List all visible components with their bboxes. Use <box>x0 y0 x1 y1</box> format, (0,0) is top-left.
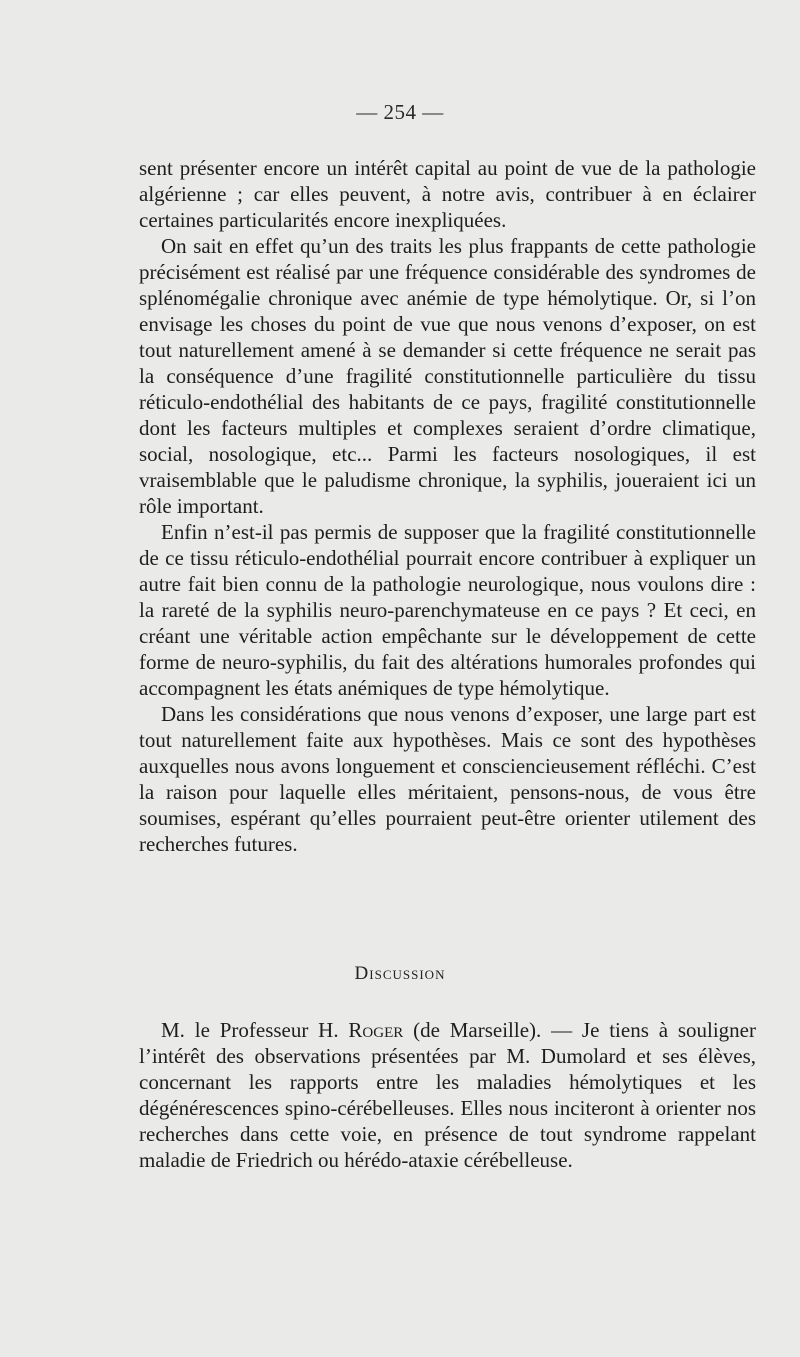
paragraph-3: Enfin n’est-il pas permis de supposer que la fragilité constitutionnelle de ce tissu réticulo-endothélial pourrait encore contribuer à expliquer un autre fait bien connu de la pathologie neurologique, nous voulons dire : la rareté de la syphilis neuro-parenchymateuse en ce pays ? Et ceci, en créant une véritable action empêchante sur le développement de cette forme de neuro-syphilis, du fait des altérations humorales profondes qui accompagnent les états anémiques de type hémolytique. <box>139 520 756 700</box>
discussion-heading: Discussion <box>354 963 446 984</box>
paragraph-2: On sait en effet qu’un des traits les plus frappants de cette pathologie précisément est réalisé par une fréquence considérable des syndromes de splénomégalie chronique avec anémie de type hémolytique. Or, si l’on envisage les choses du point de vue que nous venons d’exposer, on est tout naturellement amené à se demander si cette fréquence ne serait pas la conséquence d’une fragilité constitutionnelle particulière du tissu réticulo-endothélial des habitants de ce pays, fragilité constitutionnelle dont les facteurs multiples et complexes seraient d’ordre climatique, social, nosologique, etc... Parmi les facteurs nosologiques, il est vraisemblable que le paludisme chronique, la syphilis, joueraient ici un rôle important. <box>139 234 756 518</box>
discussion-text <box>139 1017 756 1173</box>
speaker-affiliation: (de Marseille). <box>403 1018 542 1042</box>
speaker-prefix: M. le Professeur H. <box>161 1018 349 1042</box>
speaker-name: Roger <box>348 1018 404 1042</box>
page-number: — 254 — <box>356 100 444 124</box>
paragraph-1: sent présenter encore un intérêt capital au point de vue de la pathologie algérienne ; car elles peuvent, à notre avis, contribuer à en éclairer certaines particularités encore inexpliquées. <box>139 156 756 232</box>
discussion-paragraph <box>139 1017 756 1173</box>
main-text <box>139 155 756 857</box>
discussion-body: — Je tiens à souligner l’intérêt des observations présentées par M. Dumolard et ses élèves, concernant les rapports entre les maladies hémolytiques et les dégénérescences spino-cérébelleuses. Elles nous inciteront à orienter nos recherches dans cette voie, en présence de tout syndrome rappelant maladie de Friedrich ou hérédo-ataxie cérébelleuse. <box>139 1018 756 1172</box>
paragraph-4: Dans les considérations que nous venons d’exposer, une large part est tout naturellement faite aux hypothèses. Mais ce sont des hypothèses auxquelles nous avons longuement et consciencieusement réfléchi. C’est la raison pour laquelle elles méritaient, pensons-nous, de vous être soumises, espérant qu’elles pourraient peut-être orienter utilement des recherches futures. <box>139 702 756 856</box>
